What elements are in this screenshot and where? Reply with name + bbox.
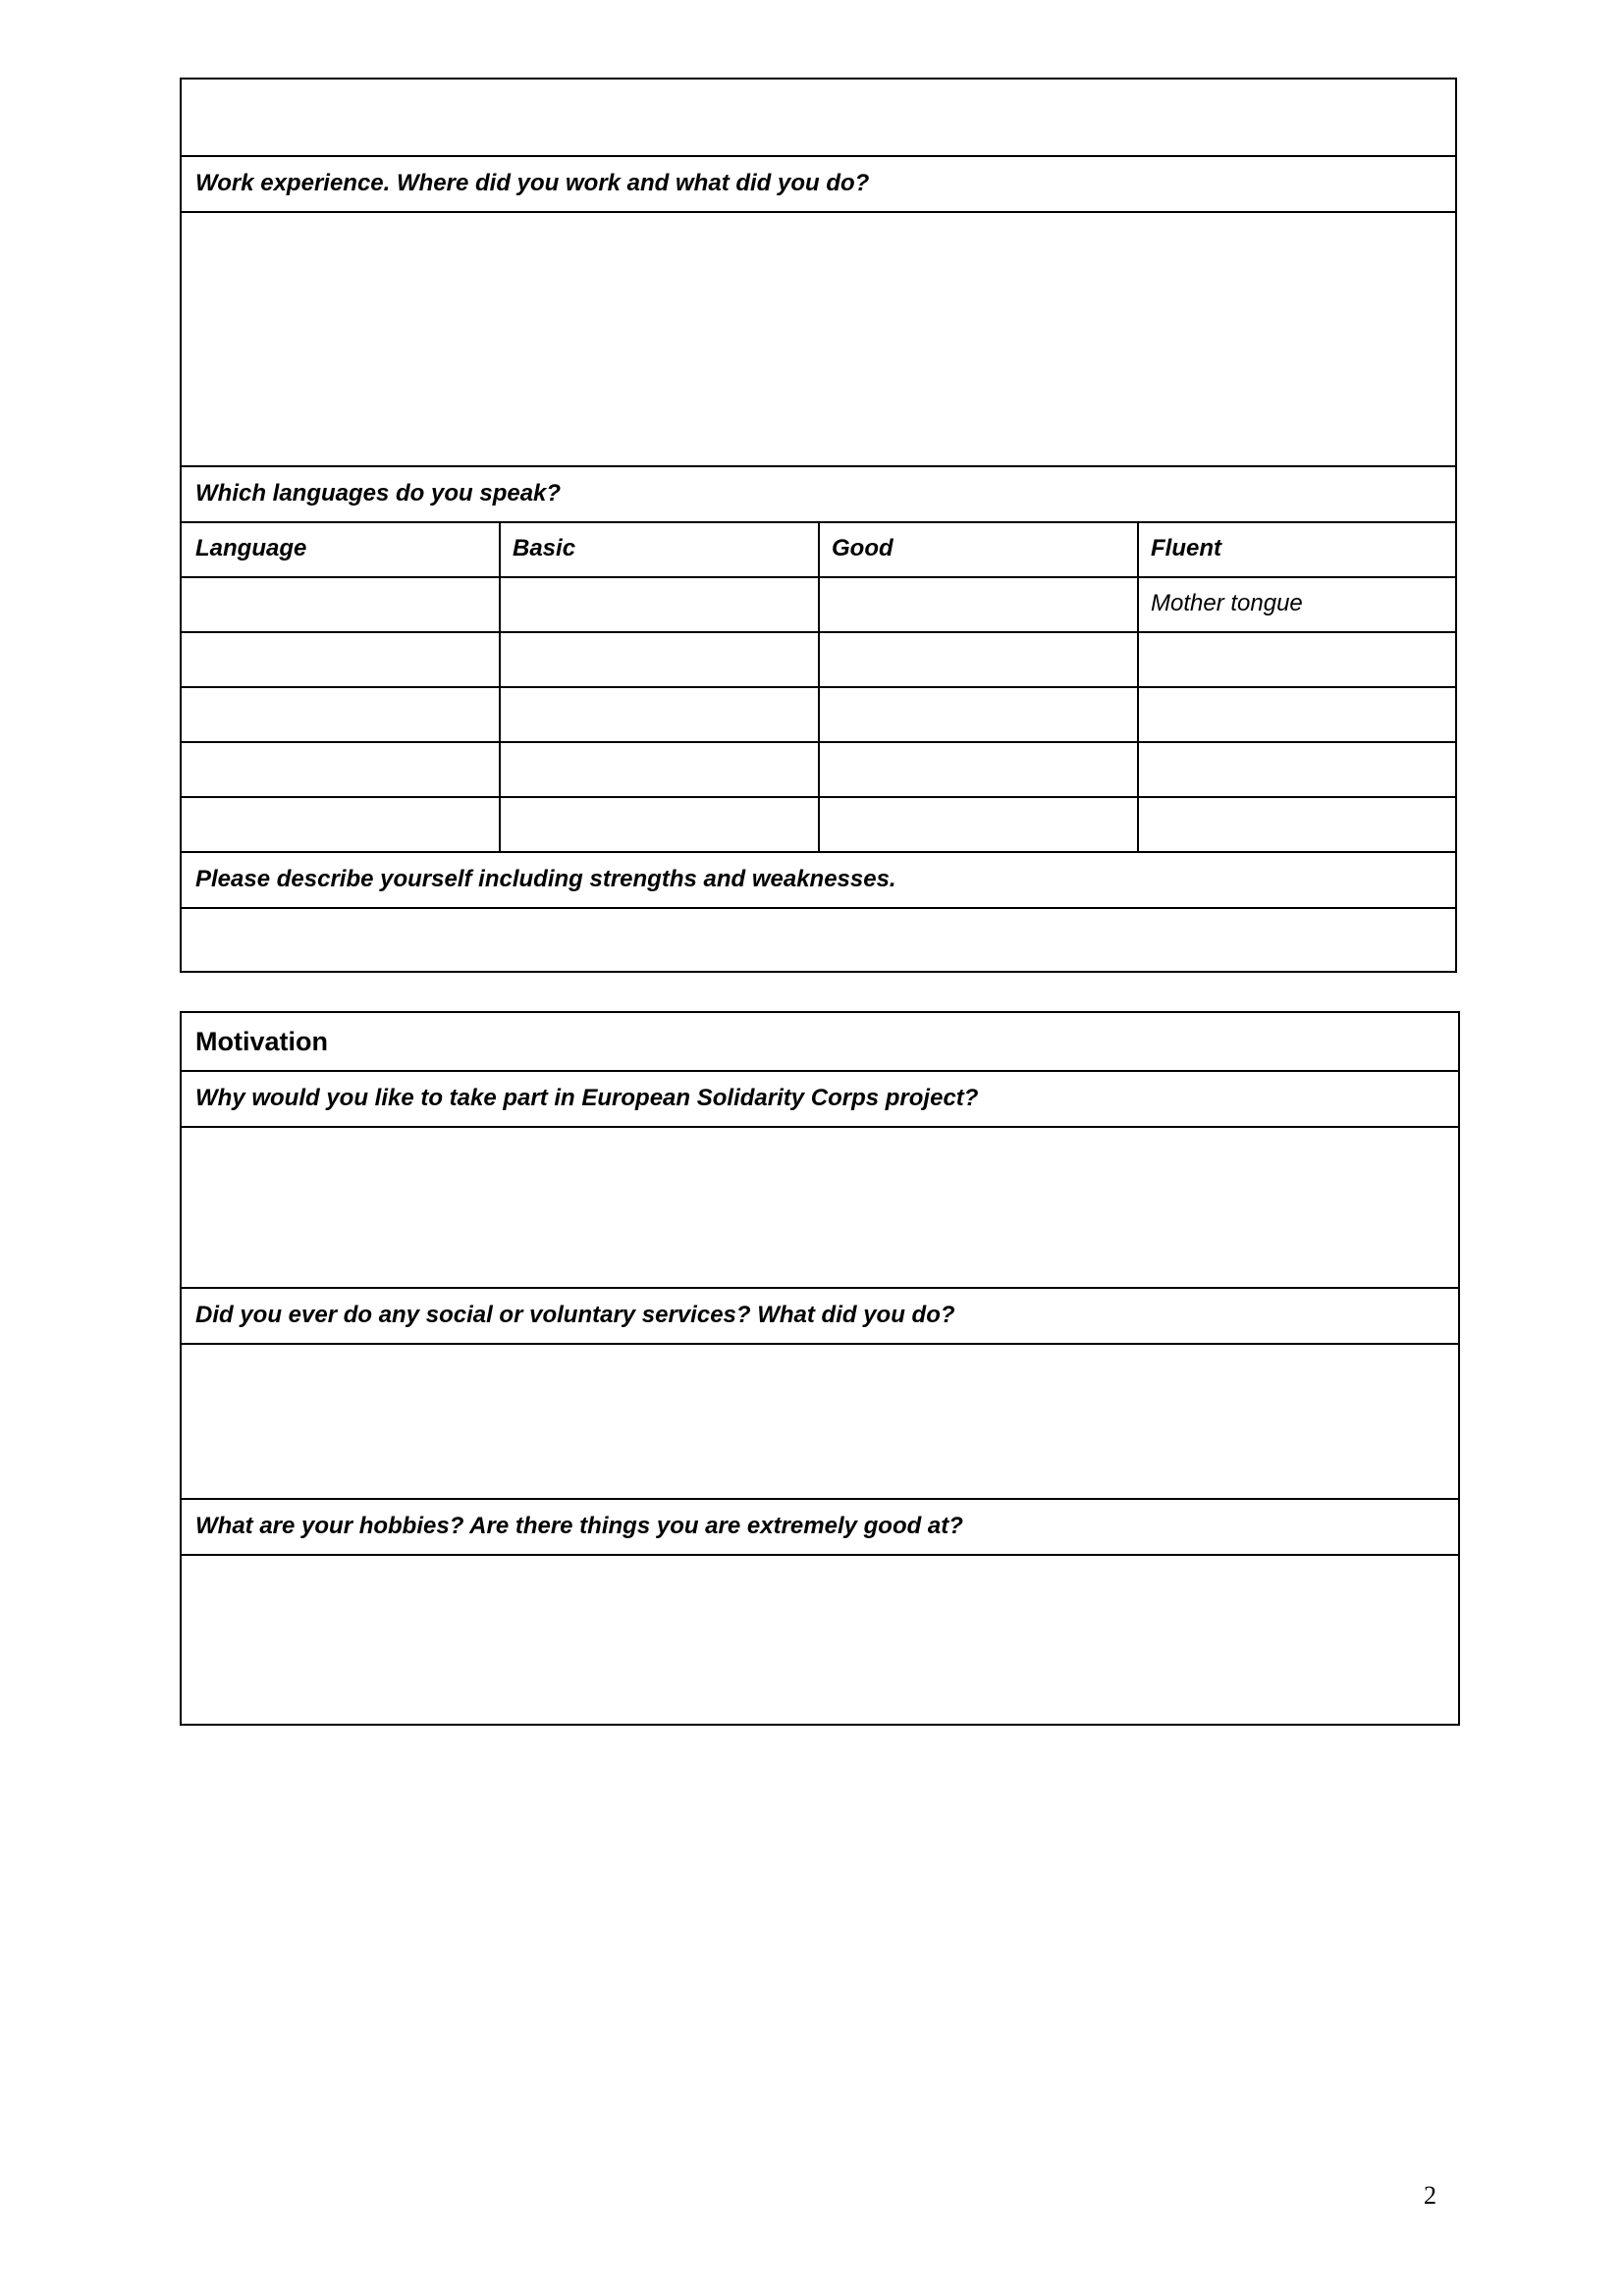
social-services-label: Did you ever do any social or voluntary services? What did you do? xyxy=(195,1302,955,1328)
language-cell[interactable] xyxy=(182,686,499,741)
language-cell[interactable] xyxy=(182,796,499,851)
why-take-part-answer-field[interactable] xyxy=(182,1128,1458,1287)
previous-answer-field[interactable] xyxy=(182,80,1455,155)
good-cell[interactable] xyxy=(818,631,1137,686)
work-experience-answer-field[interactable] xyxy=(182,213,1455,465)
language-cell[interactable] xyxy=(182,631,499,686)
column-header-language: Language xyxy=(195,535,307,561)
fluent-cell[interactable] xyxy=(1137,796,1456,851)
why-take-part-label: Why would you like to take part in European Solidarity Corps project? xyxy=(195,1085,979,1111)
column-header-basic: Basic xyxy=(513,535,576,561)
describe-yourself-answer-field[interactable] xyxy=(182,909,1455,971)
languages-label: Which languages do you speak? xyxy=(195,480,562,507)
fluent-cell[interactable] xyxy=(1137,741,1456,796)
language-cell[interactable] xyxy=(182,741,499,796)
good-cell[interactable] xyxy=(818,796,1137,851)
good-cell[interactable] xyxy=(818,576,1137,631)
work-experience-label: Work experience. Where did you work and what did you do? xyxy=(195,170,870,196)
basic-cell[interactable] xyxy=(499,741,818,796)
fluent-cell[interactable] xyxy=(1137,631,1456,686)
column-header-fluent: Fluent xyxy=(1151,535,1221,561)
hobbies-answer-field[interactable] xyxy=(182,1556,1458,1724)
motivation-title: Motivation xyxy=(195,1027,328,1056)
basic-cell[interactable] xyxy=(499,631,818,686)
languages-table xyxy=(182,521,1455,851)
describe-yourself-label: Please describe yourself including strengths and weaknesses. xyxy=(195,866,896,892)
good-cell[interactable] xyxy=(818,741,1137,796)
fluent-cell[interactable] xyxy=(1137,686,1456,741)
social-services-answer-field[interactable] xyxy=(182,1345,1458,1498)
hobbies-label: What are your hobbies? Are there things you are extremely good at? xyxy=(195,1513,963,1539)
column-header-good: Good xyxy=(832,535,893,561)
fluent-cell[interactable]: Mother tongue xyxy=(1151,590,1303,616)
language-cell[interactable] xyxy=(182,576,499,631)
basic-cell[interactable] xyxy=(499,686,818,741)
basic-cell[interactable] xyxy=(499,796,818,851)
motivation-table xyxy=(180,1011,1460,1726)
good-cell[interactable] xyxy=(818,686,1137,741)
basic-cell[interactable] xyxy=(499,576,818,631)
personal-info-table xyxy=(180,78,1457,973)
page-number: 2 xyxy=(1424,2181,1436,2210)
